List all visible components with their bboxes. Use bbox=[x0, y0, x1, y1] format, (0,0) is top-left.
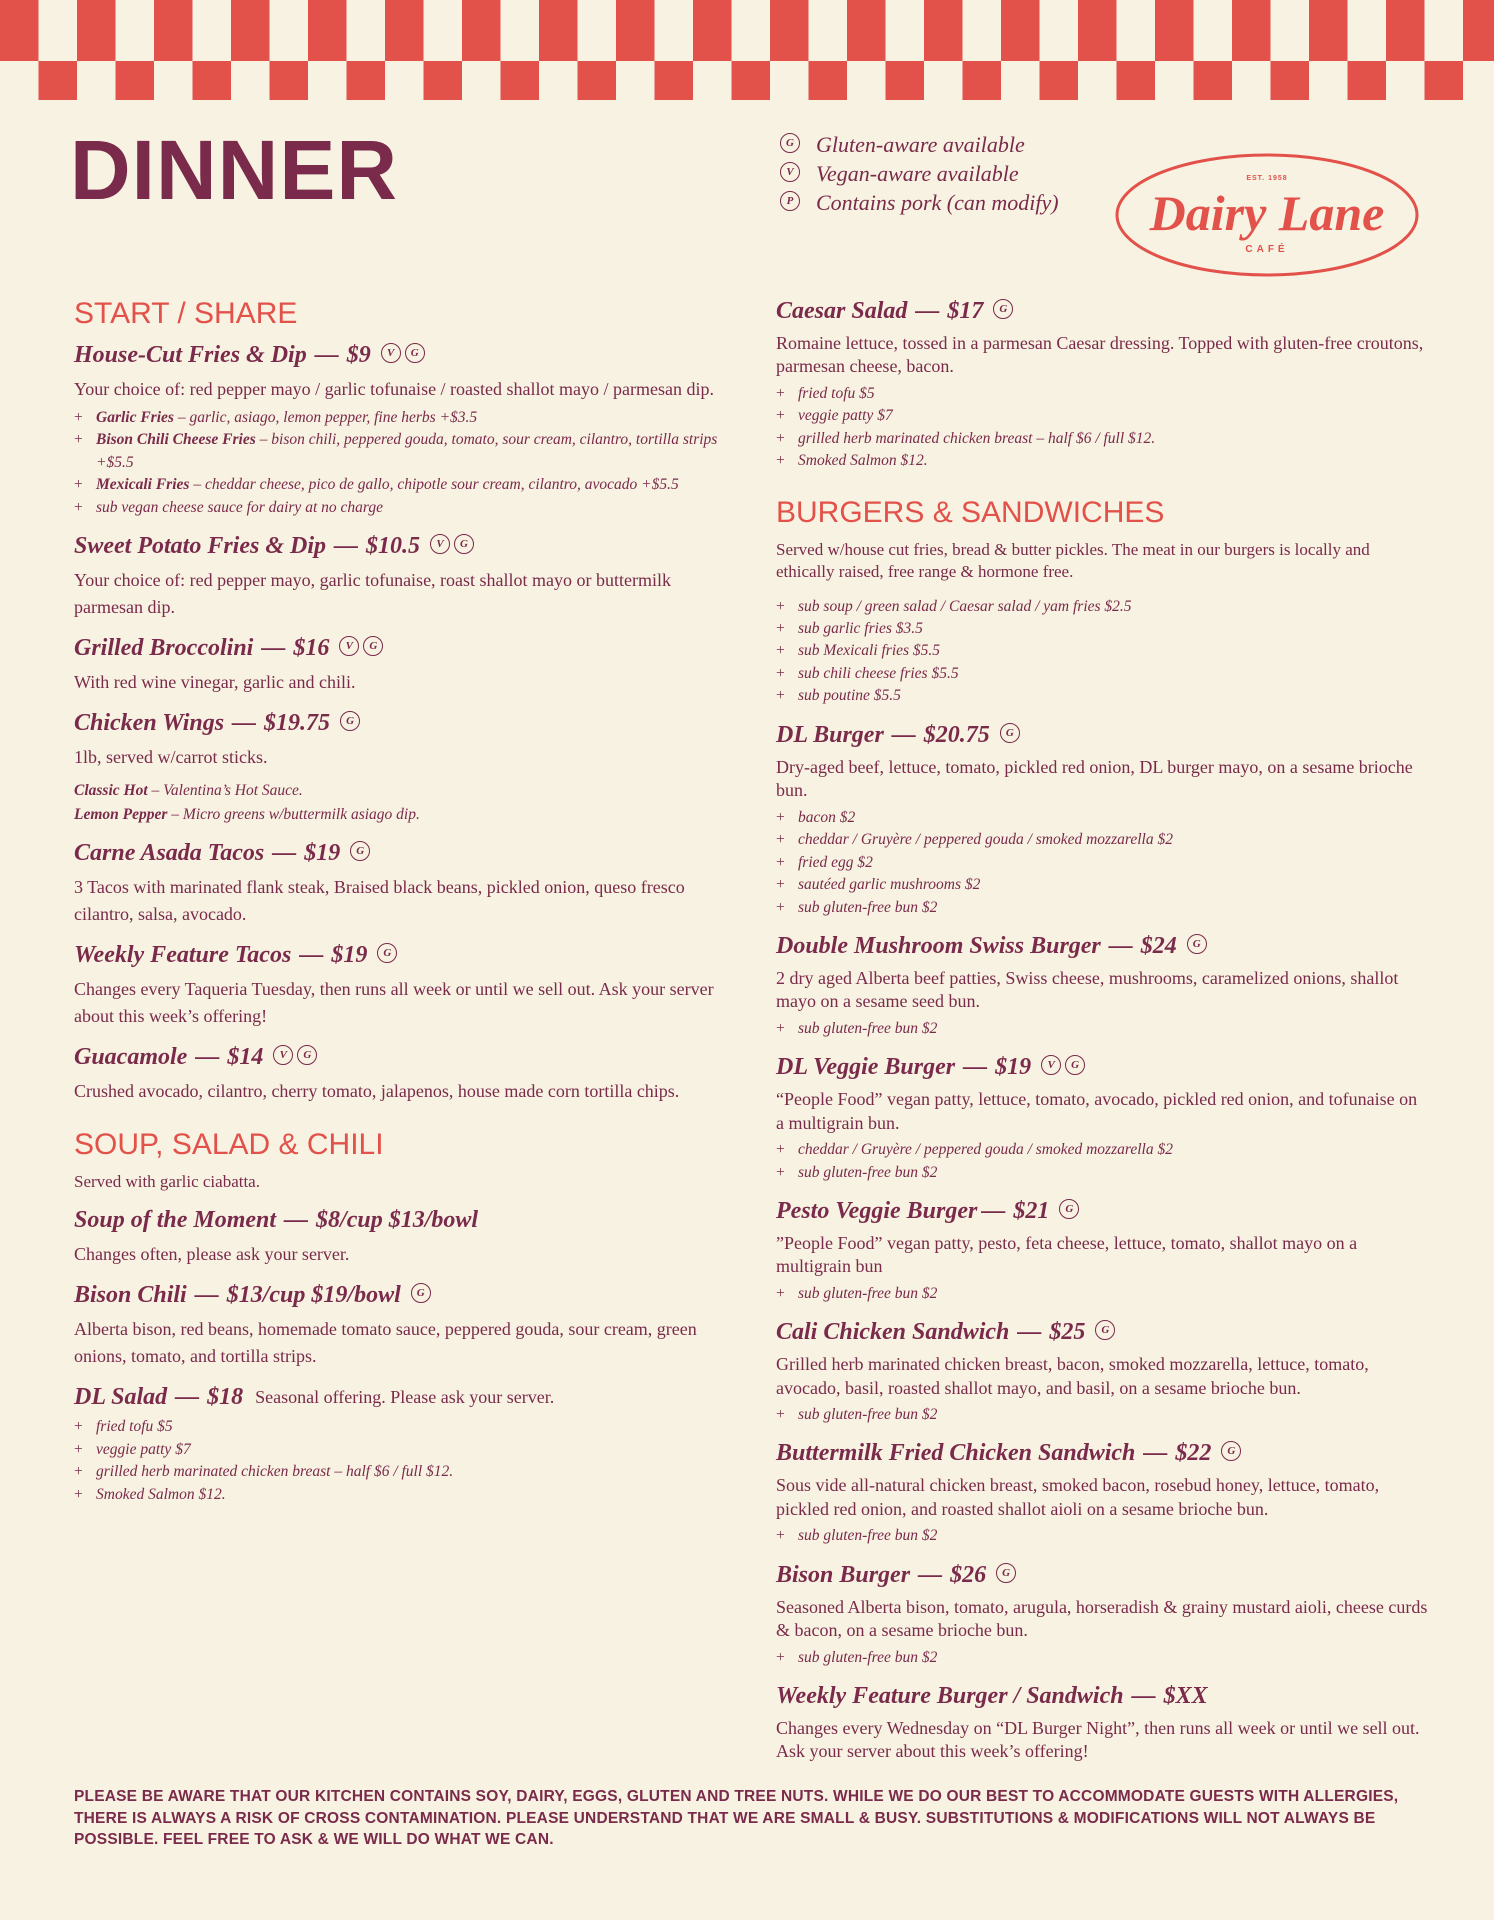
gluten-icon: G bbox=[996, 1563, 1016, 1583]
addon-detail: sub gluten-free bun $2 bbox=[798, 1284, 938, 1302]
item-price: $24 bbox=[1140, 933, 1177, 959]
vegan-icon: V bbox=[430, 534, 450, 554]
legend-pork bbox=[776, 188, 1059, 217]
item-header bbox=[776, 931, 1428, 961]
item-header bbox=[776, 1438, 1428, 1468]
note-detail: – Valentina’s Hot Sauce. bbox=[147, 782, 303, 800]
addon-item bbox=[74, 1461, 728, 1483]
menu-item bbox=[74, 940, 728, 1030]
addon-list bbox=[776, 383, 1428, 473]
item-name: Double Mushroom Swiss Burger bbox=[776, 933, 1101, 959]
menu-item bbox=[776, 1196, 1428, 1305]
checker-square bbox=[693, 0, 732, 61]
note-name: Classic Hot bbox=[74, 782, 148, 800]
addon-list bbox=[776, 1404, 1428, 1426]
logo-est: EST. 1958 bbox=[1246, 175, 1288, 182]
price-separator: — bbox=[334, 533, 358, 560]
gluten-icon: G bbox=[405, 343, 425, 363]
checker-square bbox=[77, 0, 116, 61]
addon-item bbox=[776, 685, 1428, 707]
checkerboard-border bbox=[0, 0, 1494, 100]
addon-item bbox=[776, 1404, 1428, 1426]
item-header bbox=[74, 1205, 728, 1235]
checker-square bbox=[963, 61, 1002, 100]
item-price: $19 bbox=[995, 1054, 1032, 1081]
checker-square bbox=[1425, 61, 1464, 100]
price-separator: — bbox=[175, 1384, 200, 1411]
price-separator: — bbox=[232, 710, 257, 737]
legend-vegan bbox=[776, 159, 1059, 188]
addon-detail: sub vegan cheese sauce for dairy at no charge bbox=[96, 498, 383, 516]
checker-square bbox=[770, 0, 809, 61]
checker-square bbox=[1309, 0, 1348, 61]
checker-square bbox=[424, 61, 463, 100]
checker-square bbox=[193, 61, 232, 100]
item-description: 2 dry aged Alberta beef patties, Swiss cheese, mushrooms, caramelized onions, shallot mayo on a sesame seed bun. bbox=[776, 968, 1399, 1012]
item-price: $20.75 bbox=[923, 721, 990, 748]
item-price: $8/cup $13/bowl bbox=[316, 1207, 479, 1234]
gluten-icon: G bbox=[1095, 1320, 1115, 1340]
item-name: Carne Asada Tacos bbox=[74, 839, 265, 866]
checker-square bbox=[655, 61, 694, 100]
addon-name: Mexicali Fries bbox=[96, 476, 190, 494]
addon-item bbox=[776, 383, 1428, 405]
item-price: $13/cup $19/bowl bbox=[226, 1282, 401, 1309]
addon-item bbox=[776, 874, 1428, 896]
gluten-icon: G bbox=[993, 299, 1013, 319]
price-separator: — bbox=[918, 1561, 943, 1588]
section-title-start-share: START / SHARE bbox=[74, 297, 298, 330]
addon-detail: sautéed garlic mushrooms $2 bbox=[798, 876, 981, 894]
price-separator: — bbox=[1017, 1319, 1042, 1346]
checker-square bbox=[886, 61, 925, 100]
item-header bbox=[74, 1280, 728, 1310]
checker-square bbox=[1271, 61, 1310, 100]
checker-square bbox=[847, 0, 886, 61]
addon-detail: sub gluten-free bun $2 bbox=[798, 1648, 938, 1666]
item-header bbox=[74, 708, 728, 738]
checker-square bbox=[270, 61, 309, 100]
checker-square bbox=[462, 0, 501, 61]
item-name: Pesto Veggie Burger bbox=[776, 1197, 978, 1224]
item-price: $26 bbox=[950, 1561, 987, 1588]
checker-square bbox=[1078, 0, 1117, 61]
item-name: DL Salad bbox=[74, 1384, 168, 1411]
item-name: DL Burger bbox=[776, 721, 884, 748]
checker-square bbox=[578, 61, 617, 100]
checker-square bbox=[1117, 61, 1156, 100]
price-separator: — bbox=[891, 721, 916, 748]
item-inline-description: Seasonal offering. Please ask your server. bbox=[255, 1387, 555, 1408]
item-name: Bison Chili bbox=[74, 1282, 187, 1309]
legend-gluten-label: Gluten-aware available bbox=[816, 131, 1025, 157]
note-line bbox=[74, 803, 728, 826]
addon-item bbox=[74, 1416, 728, 1438]
checker-square bbox=[732, 61, 771, 100]
addon-detail: sub gluten-free bun $2 bbox=[798, 1406, 938, 1423]
addon-detail: fried tofu $5 bbox=[96, 1418, 173, 1436]
checker-square bbox=[0, 0, 39, 61]
item-header bbox=[74, 340, 728, 370]
item-header bbox=[74, 1382, 728, 1412]
item-header bbox=[776, 720, 1428, 750]
addon-list bbox=[776, 1647, 1428, 1669]
vegan-icon: V bbox=[381, 343, 401, 363]
addon-detail: sub chili cheese fries $5.5 bbox=[798, 664, 959, 682]
item-price: $19.75 bbox=[264, 710, 331, 737]
checker-square bbox=[1386, 0, 1425, 61]
addon-item bbox=[74, 429, 728, 474]
addon-detail: cheddar / Gruyère / peppered gouda / smoked mozzarella $2 bbox=[798, 1141, 1173, 1159]
addon-detail: grilled herb marinated chicken breast – half $6 / full $12. bbox=[798, 429, 1156, 447]
item-description: With red wine vinegar, garlic and chili. bbox=[74, 672, 356, 693]
menu-item bbox=[74, 838, 728, 928]
page-title: DINNER bbox=[70, 123, 399, 217]
price-separator: — bbox=[272, 839, 297, 866]
item-price: $14 bbox=[227, 1043, 264, 1070]
addon-list bbox=[776, 1283, 1428, 1305]
checker-square bbox=[231, 0, 270, 61]
allergy-notice: PLEASE BE AWARE THAT OUR KITCHEN CONTAINS SOY, DAIRY, EGGS, GLUTEN AND TREE NUTS. WHILE WE DO OUR BEST TO ACCOMMODATE GUESTS WITH ALLERGIES, THERE IS ALWAYS A RISK OF CROSS CONTAMINATION. PLEASE UNDERSTAND THAT WE ARE SMALL & BUSY. SUBSTITUTIONS & MODIFICATIONS WILL NOT ALWAYS BE POSSIBLE. FEEL FREE TO ASK & WE WILL DO WHAT WE CAN. bbox=[74, 1788, 1399, 1849]
menu-item bbox=[74, 708, 728, 826]
item-name: Weekly Feature Burger / Sandwich bbox=[776, 1682, 1124, 1709]
addon-list bbox=[74, 407, 728, 519]
item-header bbox=[74, 1042, 728, 1072]
legend-vegan-label: Vegan-aware available bbox=[816, 160, 1019, 186]
addon-detail: bacon $2 bbox=[798, 808, 856, 826]
gluten-icon: G bbox=[1221, 1441, 1241, 1461]
menu-item bbox=[776, 1317, 1428, 1426]
addon-detail: sub poutine $5.5 bbox=[798, 687, 901, 705]
gluten-icon: G bbox=[1059, 1199, 1079, 1219]
checker-square bbox=[1155, 0, 1194, 61]
item-price: $XX bbox=[1163, 1682, 1208, 1709]
gluten-icon: G bbox=[411, 1283, 431, 1303]
menu-item bbox=[776, 1560, 1428, 1669]
addon-item bbox=[776, 663, 1428, 685]
addon-name: Bison Chili Cheese Fries bbox=[96, 431, 256, 449]
checker-square bbox=[154, 0, 193, 61]
addon-list bbox=[776, 1139, 1428, 1184]
legend-gluten bbox=[776, 130, 1059, 159]
item-name: Sweet Potato Fries & Dip bbox=[74, 533, 326, 560]
checker-square bbox=[39, 61, 78, 100]
price-separator: — bbox=[261, 635, 286, 662]
menu-item bbox=[776, 1681, 1428, 1764]
addon-item bbox=[74, 1484, 728, 1506]
price-separator: — bbox=[284, 1207, 309, 1234]
addon-item bbox=[776, 897, 1428, 919]
item-description: 1lb, served w/carrot sticks. bbox=[74, 747, 268, 768]
checker-square bbox=[116, 61, 155, 100]
item-name: Weekly Feature Tacos bbox=[74, 941, 292, 968]
checker-square bbox=[501, 61, 540, 100]
item-name: DL Veggie Burger bbox=[776, 1054, 956, 1081]
addon-item bbox=[74, 1439, 728, 1461]
addon-item bbox=[776, 405, 1428, 427]
item-name: Bison Burger bbox=[776, 1561, 911, 1588]
addon-detail: fried egg $2 bbox=[798, 853, 873, 871]
item-description: Alberta bison, red beans, homemade tomato sauce, peppered gouda, sour cream, green onions, tomato, and tortilla strips. bbox=[74, 1319, 697, 1367]
side-substitutions bbox=[776, 596, 1428, 708]
item-name: Cali Chicken Sandwich bbox=[776, 1319, 1010, 1346]
addon-item bbox=[776, 1647, 1428, 1669]
addon-item bbox=[776, 640, 1428, 662]
item-price: $19 bbox=[331, 941, 368, 968]
item-price: $25 bbox=[1049, 1319, 1086, 1346]
price-separator: — bbox=[314, 342, 339, 368]
addon-item bbox=[74, 474, 728, 496]
addon-item bbox=[776, 829, 1428, 851]
addon-list bbox=[776, 1525, 1428, 1547]
price-separator: — bbox=[915, 298, 940, 324]
item-price: $17 bbox=[947, 298, 984, 324]
addon-item bbox=[776, 1139, 1428, 1161]
checker-square bbox=[347, 61, 386, 100]
item-header bbox=[776, 1317, 1428, 1347]
checker-square bbox=[539, 0, 578, 61]
item-notes bbox=[74, 779, 728, 826]
checker-square bbox=[1348, 61, 1387, 100]
gluten-icon: G bbox=[297, 1045, 317, 1065]
section-description: Served w/house cut fries, bread & butter pickles. The meat in our burgers is locally and ethically raised, free range & hormone free. bbox=[776, 539, 1370, 582]
addon-item bbox=[74, 407, 728, 429]
item-name: Buttermilk Fried Chicken Sandwich bbox=[776, 1440, 1136, 1467]
checker-square bbox=[1040, 61, 1079, 100]
menu-item bbox=[776, 1052, 1428, 1184]
addon-detail: – cheddar cheese, pico de gallo, chipotle sour cream, cilantro, avocado +$5.5 bbox=[189, 476, 679, 494]
menu-item bbox=[776, 1438, 1428, 1547]
item-description: Changes every Wednesday on “DL Burger Night”, then runs all week or until we sell out. Ask your server about this week’s offering! bbox=[776, 1717, 1420, 1762]
addon-item bbox=[776, 1283, 1428, 1305]
note-name: Lemon Pepper bbox=[74, 805, 168, 823]
item-description: “People Food” vegan patty, lettuce, tomato, avocado, pickled red onion, and tofunaise on a multigrain bun. bbox=[776, 1089, 1418, 1133]
addon-detail: veggie patty $7 bbox=[798, 407, 893, 425]
note-detail: – Micro greens w/buttermilk asiago dip. bbox=[167, 805, 420, 823]
addon-item bbox=[776, 1162, 1428, 1184]
menu-item bbox=[74, 1205, 728, 1268]
item-name: Caesar Salad bbox=[776, 298, 908, 324]
item-name: Guacamole bbox=[74, 1043, 188, 1070]
item-description: Your choice of: red pepper mayo / garlic tofunaise / roasted shallot mayo / parmesan dip. bbox=[74, 379, 714, 399]
item-description: Crushed avocado, cilantro, cherry tomato, jalapenos, house made corn tortilla chips. bbox=[74, 1080, 680, 1101]
addon-detail: – garlic, asiago, lemon pepper, fine herbs +$3.5 bbox=[173, 409, 478, 426]
item-name: Chicken Wings bbox=[74, 710, 225, 737]
addon-detail: sub Mexicali fries $5.5 bbox=[798, 642, 941, 660]
gluten-icon: G bbox=[454, 534, 474, 554]
menu-item bbox=[74, 531, 728, 621]
price-separator: — bbox=[1131, 1682, 1156, 1709]
menu-item bbox=[74, 633, 728, 696]
gluten-icon: G bbox=[377, 943, 397, 963]
gluten-icon: G bbox=[780, 133, 800, 153]
price-separator: — bbox=[1108, 933, 1133, 959]
checker-square bbox=[924, 0, 963, 61]
logo-name: Dairy Lane bbox=[1149, 185, 1385, 241]
pork-icon: P bbox=[780, 191, 800, 211]
addon-detail: sub garlic fries $3.5 bbox=[798, 620, 923, 637]
addon-item bbox=[776, 596, 1428, 618]
checker-square bbox=[1463, 0, 1494, 61]
item-description: 3 Tacos with marinated flank steak, Braised black beans, pickled onion, queso fresco cilantro, salsa, avocado. bbox=[74, 876, 685, 924]
logo-sub: CAFÉ bbox=[1245, 244, 1289, 255]
addon-name: Garlic Fries bbox=[96, 409, 174, 426]
price-separator: — bbox=[299, 941, 324, 968]
addon-item bbox=[776, 852, 1428, 874]
checker-square bbox=[1232, 0, 1271, 61]
item-price: $9 bbox=[346, 342, 371, 368]
addon-detail: Smoked Salmon $12. bbox=[96, 1485, 226, 1503]
vegan-icon: V bbox=[339, 636, 359, 656]
checker-square bbox=[616, 0, 655, 61]
item-description: Changes often, please ask your server. bbox=[74, 1244, 350, 1265]
menu-item bbox=[776, 931, 1428, 1040]
price-separator: — bbox=[963, 1054, 988, 1081]
item-description: Your choice of: red pepper mayo, garlic tofunaise, roast shallot mayo or buttermilk parmesan dip. bbox=[74, 570, 672, 618]
addon-item bbox=[776, 450, 1428, 472]
item-header bbox=[776, 296, 1428, 326]
addon-detail: – bison chili, peppered gouda, tomato, sour cream, cilantro, tortilla strips +$5.5 bbox=[96, 431, 718, 471]
item-description: Seasoned Alberta bison, tomato, arugula, horseradish & grainy mustard aioli, cheese curds & bacon, on a sesame brioche bun. bbox=[776, 1596, 1428, 1641]
checker-square bbox=[308, 0, 347, 61]
item-name: Soup of the Moment bbox=[74, 1207, 277, 1234]
gluten-icon: G bbox=[1187, 934, 1207, 954]
note-line bbox=[74, 779, 728, 802]
item-header bbox=[74, 940, 728, 970]
addon-detail: sub gluten-free bun $2 bbox=[798, 1019, 938, 1037]
addon-detail: sub soup / green salad / Caesar salad / yam fries $2.5 bbox=[798, 597, 1132, 615]
addon-list bbox=[776, 807, 1428, 919]
menu-item bbox=[74, 340, 728, 519]
menu-item bbox=[74, 1280, 728, 1370]
price-separator: — bbox=[981, 1197, 1006, 1224]
item-header bbox=[74, 633, 728, 663]
addon-item bbox=[74, 497, 728, 519]
gluten-icon: G bbox=[1000, 723, 1020, 743]
addon-item bbox=[776, 1525, 1428, 1547]
item-name: Grilled Broccolini bbox=[74, 635, 254, 662]
menu-item bbox=[776, 720, 1428, 919]
item-description: Changes every Taqueria Tuesday, then runs all week or until we sell out. Ask your server about this week’s offering! bbox=[74, 978, 714, 1026]
addon-detail: sub gluten-free bun $2 bbox=[798, 1527, 938, 1545]
menu-item bbox=[74, 1042, 728, 1105]
addon-detail: sub gluten-free bun $2 bbox=[798, 898, 938, 916]
item-description: Grilled herb marinated chicken breast, bacon, smoked mozzarella, lettuce, tomato, avocado, basil, roasted shallot mayo, and basil, on a sesame brioche bun. bbox=[776, 1354, 1369, 1398]
section-description: Served with garlic ciabatta. bbox=[74, 1171, 260, 1191]
addon-list bbox=[776, 1018, 1428, 1040]
legend-pork-label: Contains pork (can modify) bbox=[816, 189, 1059, 215]
item-price: $22 bbox=[1175, 1440, 1212, 1467]
addon-detail: sub gluten-free bun $2 bbox=[798, 1163, 938, 1181]
item-description: Romaine lettuce, tossed in a parmesan Caesar dressing. Topped with gluten-free croutons, parmesan cheese, bacon. bbox=[776, 333, 1424, 377]
checker-square bbox=[385, 0, 424, 61]
vegan-icon: V bbox=[1041, 1055, 1061, 1075]
addon-item bbox=[776, 807, 1428, 829]
menu-item bbox=[74, 1382, 728, 1506]
item-description: Dry-aged beef, lettuce, tomato, pickled red onion, DL burger mayo, on a sesame brioche bun. bbox=[776, 756, 1413, 801]
addon-detail: veggie patty $7 bbox=[96, 1440, 191, 1458]
vegan-icon: V bbox=[780, 162, 800, 182]
addon-detail: fried tofu $5 bbox=[798, 384, 875, 402]
checker-square bbox=[1194, 61, 1233, 100]
item-description: Sous vide all-natural chicken breast, smoked bacon, rosebud honey, lettuce, tomato, pickled red onion, and roasted shallot aioli on a sesame brioche bun. bbox=[776, 1475, 1380, 1519]
gluten-icon: G bbox=[363, 636, 383, 656]
addon-detail: Smoked Salmon $12. bbox=[798, 452, 928, 470]
section-title-burgers-sandwiches: BURGERS & SANDWICHES bbox=[776, 495, 1165, 529]
checker-square bbox=[809, 61, 848, 100]
item-description: ”People Food” vegan patty, pesto, feta cheese, lettuce, tomato, shallot mayo on a multigrain bun bbox=[776, 1232, 1358, 1277]
item-name: House-Cut Fries & Dip bbox=[74, 342, 307, 368]
addon-list bbox=[74, 1416, 728, 1506]
dietary-legend bbox=[776, 130, 1059, 217]
item-price: $10.5 bbox=[366, 533, 420, 560]
addon-item bbox=[776, 618, 1428, 640]
addon-item bbox=[776, 1018, 1428, 1040]
price-separator: — bbox=[194, 1282, 219, 1309]
gluten-icon: G bbox=[340, 711, 360, 731]
menu-item bbox=[776, 296, 1428, 473]
item-price: $21 bbox=[1013, 1197, 1050, 1224]
item-header bbox=[776, 1560, 1428, 1590]
dairy-lane-logo bbox=[1114, 152, 1420, 278]
price-separator: — bbox=[1143, 1440, 1168, 1467]
addon-detail: cheddar / Gruyère / peppered gouda / smoked mozzarella $2 bbox=[798, 831, 1173, 849]
gluten-icon: G bbox=[1065, 1055, 1085, 1075]
checker-square bbox=[1001, 0, 1040, 61]
item-price: $16 bbox=[293, 635, 330, 662]
vegan-icon: V bbox=[273, 1045, 293, 1065]
section-title-soup-salad-chili: SOUP, SALAD & CHILI bbox=[74, 1127, 384, 1161]
item-price: $18 bbox=[207, 1384, 244, 1411]
price-separator: — bbox=[195, 1043, 220, 1070]
right-column bbox=[776, 296, 1428, 1776]
item-header bbox=[74, 531, 728, 561]
left-column bbox=[74, 296, 728, 1518]
item-header bbox=[776, 1196, 1428, 1226]
item-header bbox=[74, 838, 728, 868]
item-header bbox=[776, 1681, 1428, 1711]
item-header bbox=[776, 1052, 1428, 1082]
gluten-icon: G bbox=[350, 841, 370, 861]
addon-detail: grilled herb marinated chicken breast – half $6 / full $12. bbox=[96, 1463, 454, 1481]
addon-item bbox=[776, 428, 1428, 450]
item-price: $19 bbox=[304, 839, 341, 866]
